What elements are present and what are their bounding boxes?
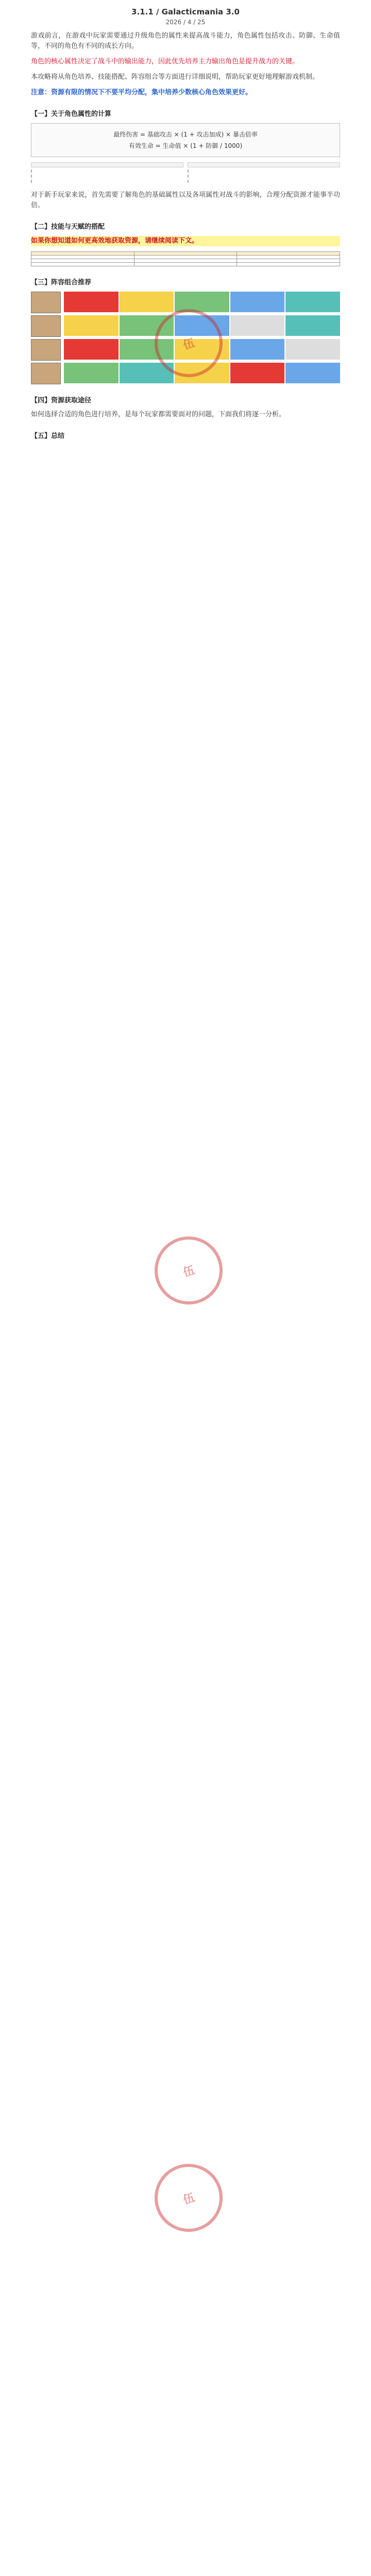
highlight-paragraph: 角色的核心属性决定了战斗中的输出能力，因此优先培养主力输出角色是提升战力的关键。 xyxy=(31,58,299,65)
highlight-paragraph: 如果你想知道如何更高效地获取资源，请继续阅读下文。 xyxy=(31,236,340,246)
formula: 有效生命 = 生命值 × (1 + 防御 / 1000) xyxy=(128,142,243,149)
tree-item xyxy=(31,180,183,183)
watermark-seal: 伍 xyxy=(146,300,231,386)
article-body xyxy=(31,31,340,445)
formula: 最终伤害 = 基础攻击 × (1 + 攻击加成) × 暴击倍率 xyxy=(113,131,258,138)
character-portrait xyxy=(31,363,61,384)
section-title: 【一】关于角色属性的计算 xyxy=(31,110,112,118)
table-cell xyxy=(134,256,237,259)
tree-column xyxy=(31,162,183,185)
formula-box xyxy=(31,123,340,157)
page-subtitle: 2026 / 4 / 25 xyxy=(165,19,206,26)
character-portrait xyxy=(31,292,61,313)
table-row xyxy=(31,252,340,256)
table-cell xyxy=(237,263,340,266)
section-title: 【三】阵容组合推荐 xyxy=(31,279,92,286)
table-cell xyxy=(237,256,340,259)
paragraph: 本攻略将从角色培养、技能搭配、阵容组合等方面进行详细说明，帮助玩家更好地理解游戏机制。 xyxy=(31,73,319,81)
table-cell xyxy=(134,263,237,266)
section-title: 【二】技能与天赋的搭配 xyxy=(31,223,105,231)
tree-label xyxy=(31,162,183,167)
character-portrait xyxy=(31,339,61,361)
paragraph: 游戏前言，在游戏中玩家需要通过升级角色的属性来提高战斗能力，角色属性包括攻击、防御、生命值等，不同的角色有不同的成长方向。 xyxy=(31,32,340,50)
highlight-paragraph: 注意：资源有限的情况下不要平均分配，集中培养少数核心角色效果更好。 xyxy=(31,89,252,96)
watermark-seal: 伍 xyxy=(146,2155,231,2241)
tree-item xyxy=(188,180,340,183)
table-row xyxy=(31,259,340,263)
section-title: 【五】总结 xyxy=(31,432,65,440)
table-cell xyxy=(237,259,340,263)
tree-column xyxy=(188,162,340,185)
tree-label xyxy=(188,162,340,167)
section-title: 【四】资源获取途径 xyxy=(31,397,92,404)
table-cell xyxy=(31,259,134,263)
page-title: 3.1.1 / Galacticmania 3.0 xyxy=(131,7,240,16)
page-header xyxy=(0,0,371,26)
table-row xyxy=(31,263,340,266)
paragraph: 如何选择合适的角色进行培养，是每个玩家都需要面对的问题，下面我们将逐一分析。 xyxy=(31,411,286,418)
watermark-seal: 伍 xyxy=(146,1228,231,1313)
rating-bar xyxy=(64,292,340,312)
tree-item xyxy=(31,175,183,178)
tree-item xyxy=(31,170,183,173)
table-header-cell xyxy=(237,252,340,256)
attribute-tree xyxy=(31,162,340,185)
table-cell xyxy=(31,263,134,266)
table-cell xyxy=(134,259,237,263)
character-portrait xyxy=(31,315,61,337)
table-row xyxy=(31,256,340,259)
tree-item xyxy=(188,170,340,173)
tree-item xyxy=(188,175,340,178)
paragraph: 对于新手玩家来说，首先需要了解角色的基础属性以及各项属性对战斗的影响，合理分配资源才能事半功倍。 xyxy=(31,191,340,209)
table-header-cell xyxy=(134,252,237,256)
skill-table xyxy=(31,251,340,266)
table-header-cell xyxy=(31,252,134,256)
table-cell xyxy=(31,256,134,259)
